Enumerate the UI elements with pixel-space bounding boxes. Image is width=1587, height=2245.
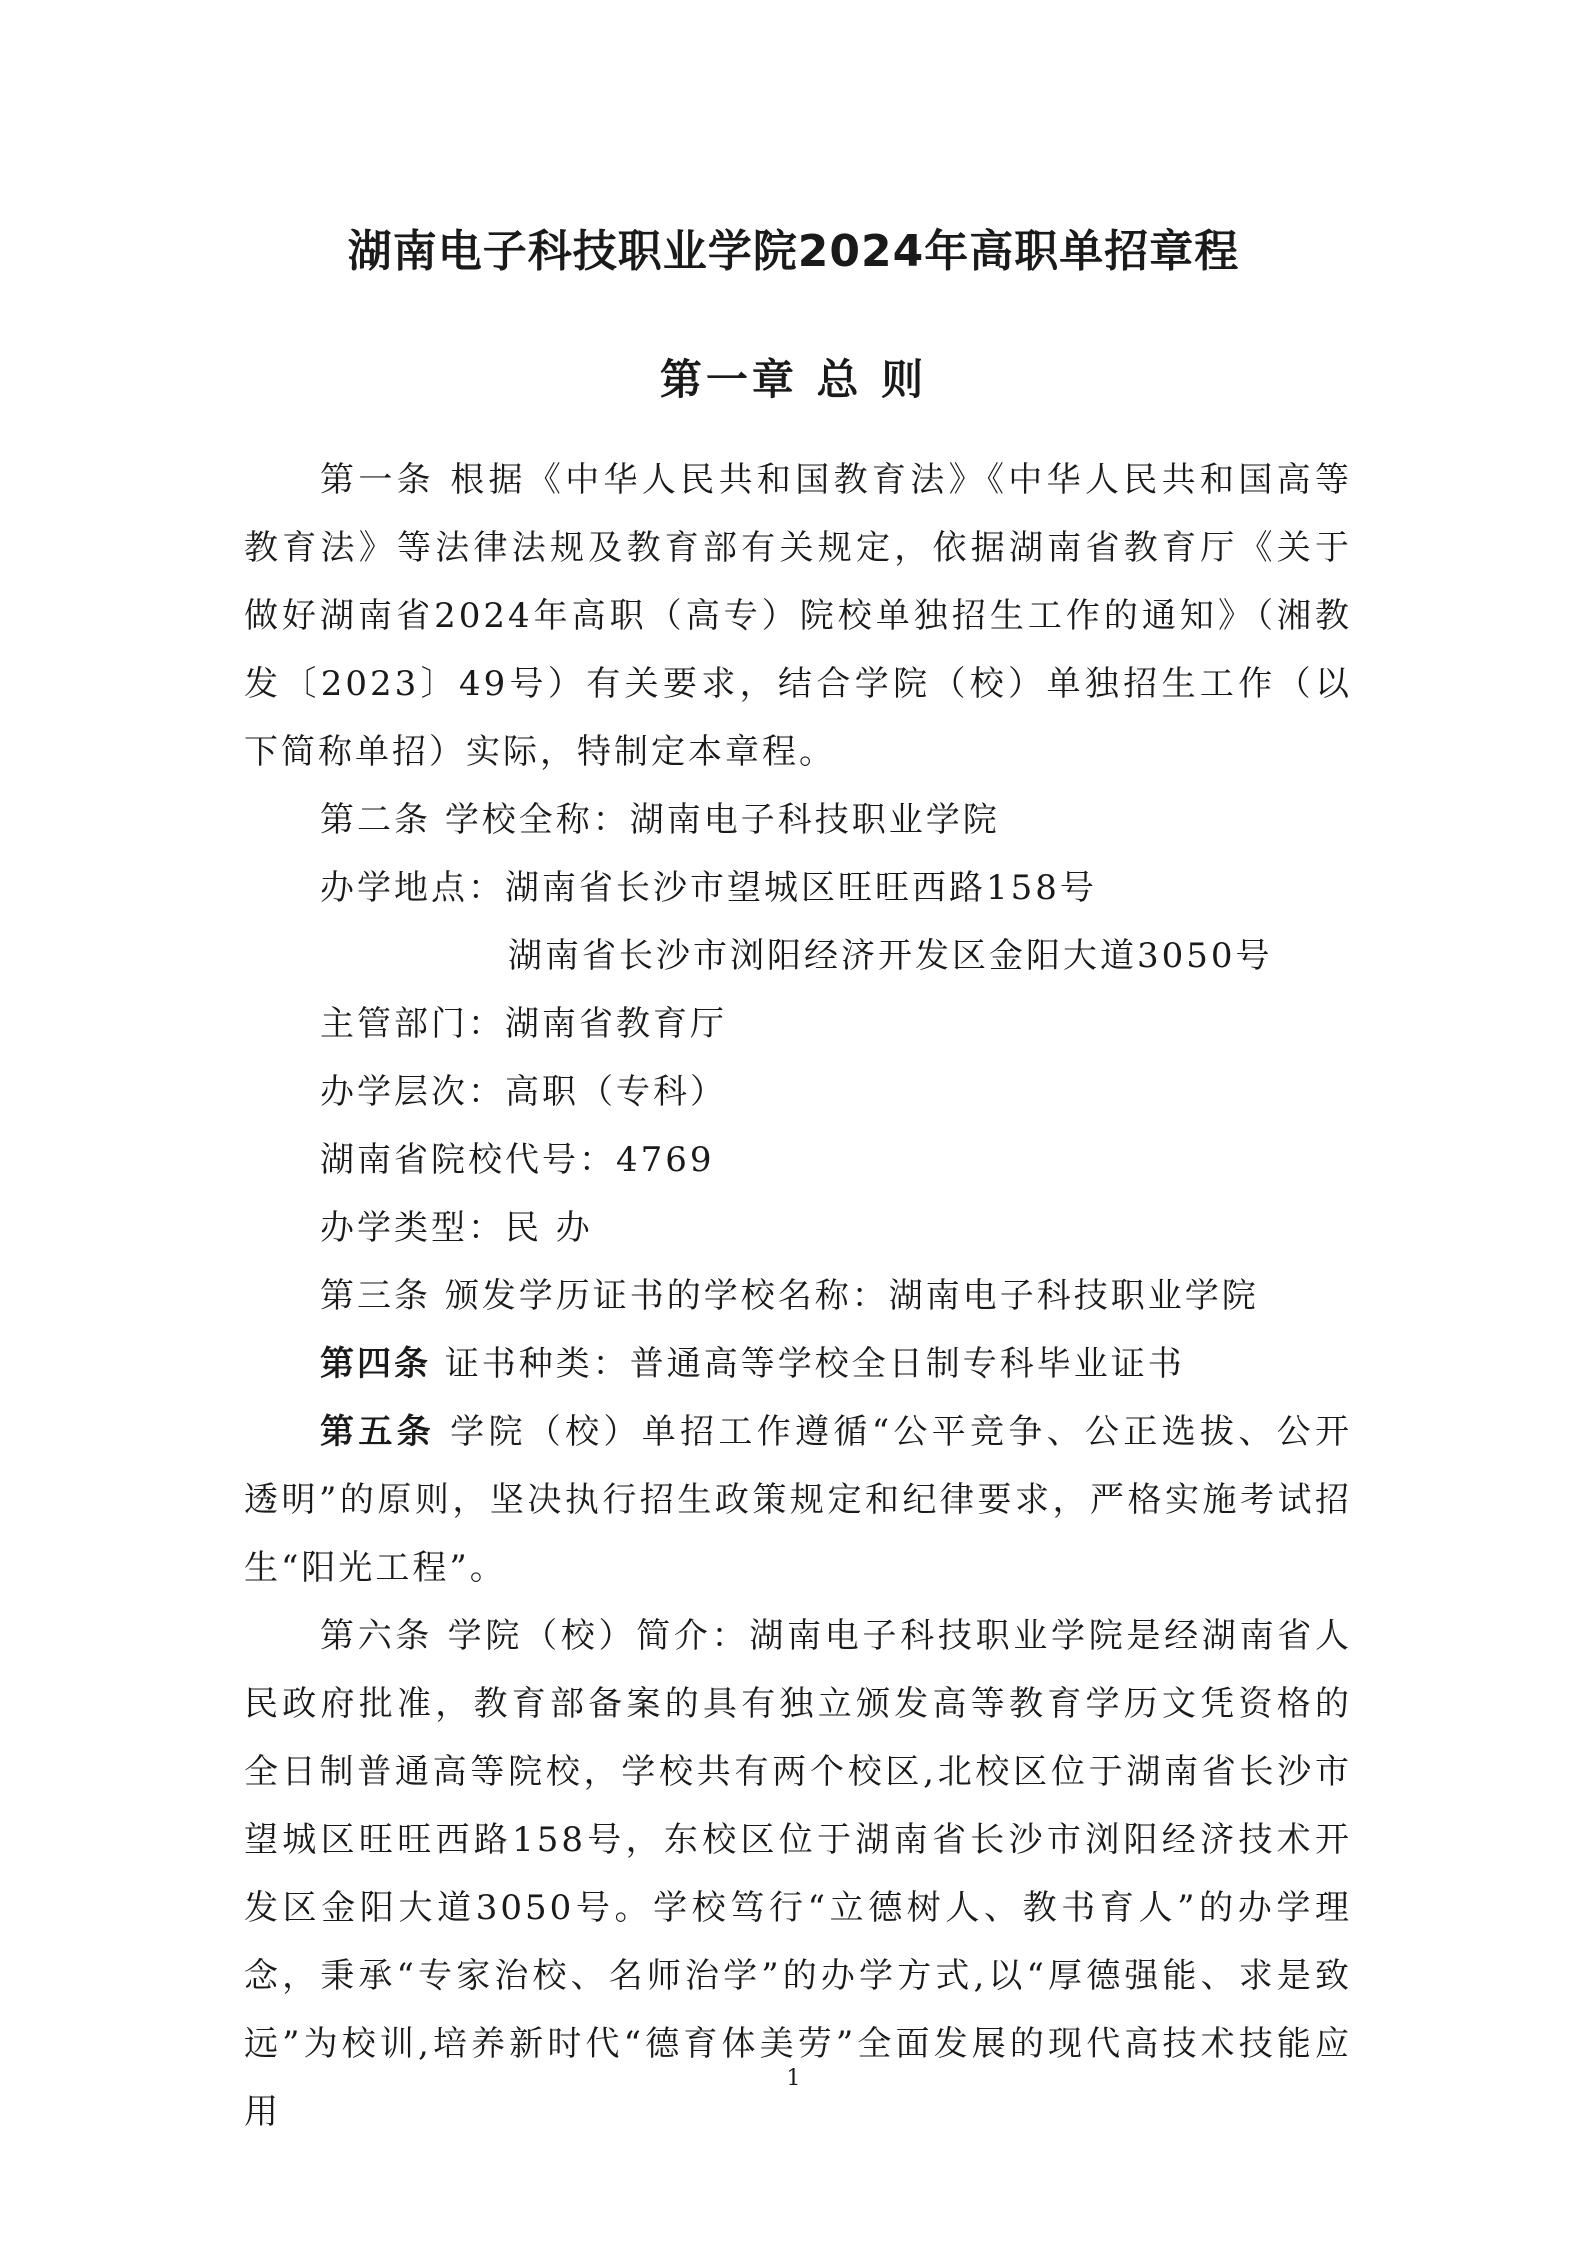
supervising-dept: 主管部门：湖南省教育厅 [320, 1004, 727, 1044]
school-code: 湖南省院校代号：4769 [320, 1140, 715, 1180]
article-5-label: 第五条 [320, 1412, 435, 1452]
article-2 [244, 786, 1352, 854]
school-level: 办学层次：高职（专科） [320, 1072, 727, 1112]
article-2-text: 学校全称：湖南电子科技职业学院 [444, 800, 1000, 840]
article-3-label: 第三条 [320, 1276, 431, 1316]
school-type: 办学类型：民 办 [320, 1208, 593, 1248]
article-1-label: 第一条 [320, 460, 436, 500]
article-4-text: 证书种类：普通高等学校全日制专科毕业证书 [444, 1344, 1185, 1384]
address-line-2 [244, 922, 1352, 990]
article-1-text: 根据《中华人民共和国教育法》《中华人民共和国高等教育法》等法律法规及教育部有关规定，依据湖南省教育厅《关于做好湖南省2024年高职（高专）院校单独招生工作的通知》（湘教发〔2023〕49号）有关要求，结合学院（校）单独招生工作（以下简称单招）实际，特制定本章程。 [244, 460, 1353, 772]
article-3 [244, 1262, 1352, 1330]
article-5 [244, 1398, 1352, 1602]
article-6-text: 学院（校）简介：湖南电子科技职业学院是经湖南省人民政府批准，教育部备案的具有独立颁发高等教育学历文凭资格的全日制普通高等院校，学校共有两个校区,北校区位于湖南省长沙市望城区旺旺西路158号，东校区位于湖南省长沙市浏阳经济技术开发区金阳大道3050号。学校笃行“立德树人、教书育人”的办学理念，秉承“专家治校、名师治学”的办学方式,以“厚德强能、求是致远”为校训,培养新时代“德育体美劳”全面发展的现代高技术技能应用 [244, 1616, 1353, 2132]
article-4-label: 第四条 [320, 1344, 431, 1384]
article-4 [244, 1330, 1352, 1398]
article-6-label: 第六条 [320, 1616, 434, 1656]
address-1: 湖南省长沙市望城区旺旺西路158号 [505, 868, 1097, 908]
address-line-1 [244, 854, 1352, 922]
article-2-label: 第二条 [320, 800, 431, 840]
document-title: 湖南电子科技职业学院2024年高职单招章程 [347, 226, 1240, 277]
document-body [244, 446, 1352, 2146]
address-label: 办学地点： [320, 868, 505, 908]
article-1 [244, 446, 1352, 786]
chapter-title: 第一章 总 则 [659, 355, 928, 404]
address-2: 湖南省长沙市浏阳经济开发区金阳大道3050号 [508, 936, 1273, 976]
article-3-text: 颁发学历证书的学校名称：湖南电子科技职业学院 [444, 1276, 1259, 1316]
page-number: 1 [786, 2066, 801, 2091]
article-5-text: 学院（校）单招工作遵循“公平竞争、公正选拔、公开透明”的原则，坚决执行招生政策规定和纪律要求，严格实施考试招生“阳光工程”。 [244, 1412, 1352, 1588]
